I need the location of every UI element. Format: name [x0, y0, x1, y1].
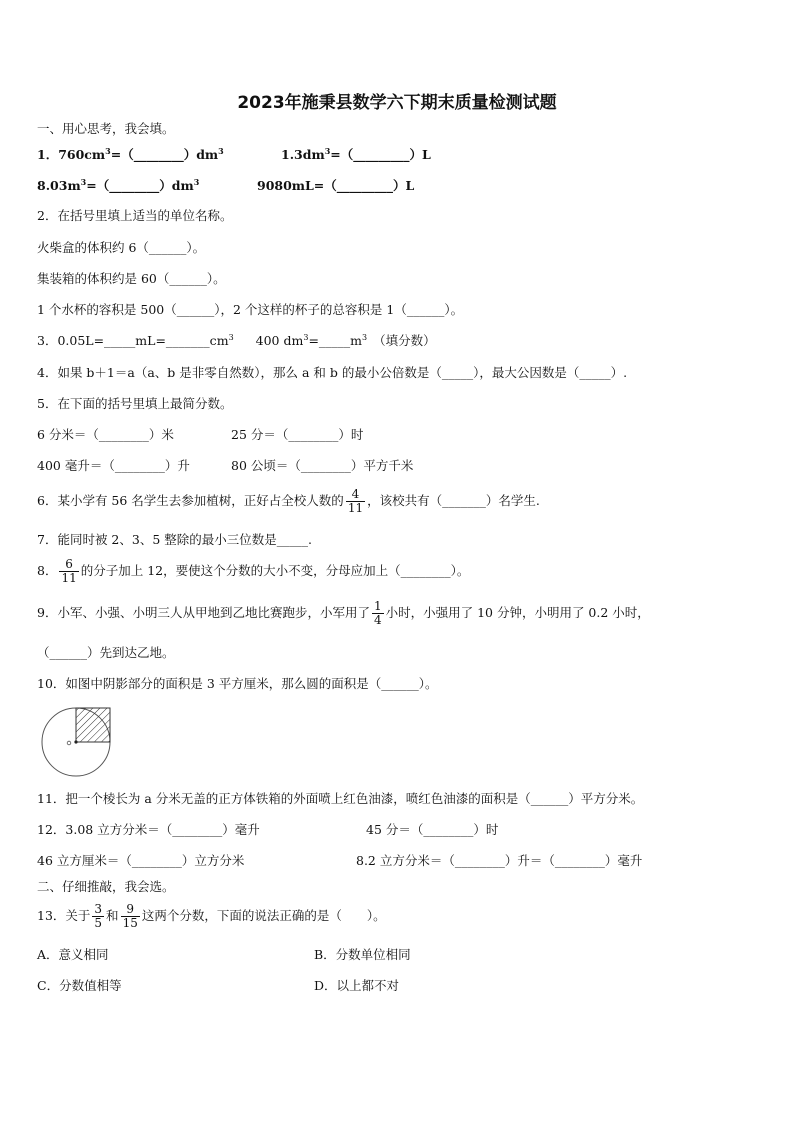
q1-d: 9080mL=（_________）L [257, 178, 415, 193]
center-dot [74, 740, 77, 743]
q12-line1: 12．3.08 立方分米＝（________）毫升 45 分＝（________）时 [37, 822, 499, 837]
q5-line2: 400 毫升＝（________）升 80 公顷＝（________）平方千米 [37, 458, 414, 473]
q2-line2: 集装箱的体积约是 60（______）。 [37, 271, 226, 286]
q13-option-b[interactable]: B．分数单位相同 [314, 947, 411, 962]
q10: 10．如图中阴影部分的面积是 3 平方厘米，那么圆的面积是（______）。 [37, 676, 438, 691]
q13: 13．关于 $\frac{3}{5}$ 和 $\frac{9}{15}$ 这两个分数，下面的说法正确的是（ ）。 [37, 902, 386, 930]
section-1-heading: 一、用心思考，我会填。 [37, 121, 175, 136]
q5-stem: 5．在下面的括号里填上最简分数。 [37, 396, 233, 411]
shaded-square [76, 708, 110, 742]
q2-line3: 1 个水杯的容积是 500（______），2 个这样的杯子的总容积是 1（______）。 [37, 302, 464, 317]
page-title: 2023年施秉县数学六下期末质量检测试题 [237, 93, 557, 113]
q8: 8． $\frac{6}{11}$ 的分子加上 12，要使这个分数的大小不变，分母应加上（________）。 [37, 557, 470, 585]
q13-option-d[interactable]: D．以上都不对 [314, 978, 400, 993]
q13-fraction-1: $\frac{3}{5}$ [94, 902, 103, 930]
q1-b: $1.3dm^3=(\_\_\_\_\_\_\_\_\_)L$ [281, 145, 431, 162]
q2-line1: 火柴盒的体积约 6（______）。 [37, 240, 206, 255]
q4: 4．如果 b＋1＝a（a、b 是非零自然数），那么 a 和 b 的最小公倍数是（_____），最大公因数是（_____）. [37, 365, 628, 380]
q1-line1: 1．$760cm^3=(\_\_\_\_\_\_\_\_)dm^3$ $1.3dm^3=(\_\_\_\_\_\_\_\_\_)L$ [37, 145, 431, 162]
q8-fraction: $\frac{6}{11}$ [61, 557, 77, 585]
q13-options-row1 [37, 946, 411, 964]
q2-stem: 2．在括号里填上适当的单位名称。 [37, 208, 233, 223]
q3: 3．$0.05L=\_\_\_\_\_mL=\_\_\_\_\_\_\_cm^3$ 400 $dm^3=\_\_\_\_\_m^3$ （填分数） [37, 332, 436, 348]
q10-circle-figure [38, 706, 114, 778]
q9: 9．小军、小强、小明三人从甲地到乙地比赛跑步，小军用了 $\frac{1}{4}$ 小时，小强用了 10 分钟，小明用了 0.2 小时， [37, 599, 650, 627]
q13-option-a[interactable]: A．意义相同 [37, 947, 109, 962]
q1-line2: $8.03m^3=(\_\_\_\_\_\_\_\_)dm^3$ 9080mL=（_________）L [37, 176, 415, 193]
q13-option-c[interactable]: C．分数值相等 [37, 978, 122, 993]
q6-fraction: $\frac{4}{11}$ [347, 487, 364, 515]
q13-options-row2 [37, 977, 400, 995]
q6: 6．某小学有 56 名学生去参加植树，正好占全校人数的 $\frac{4}{11}$ ，该校共有（_______）名学生. [37, 487, 540, 515]
q11: 11．把一个棱长为 a 分米无盖的正方体铁箱的外面喷上红色油漆，喷红色油漆的面积是（______）平方分米。 [37, 791, 644, 806]
section-2-heading: 二、仔细推敲，我会选。 [37, 879, 175, 894]
q5-line1: 6 分米＝（________）米 25 分＝（________）时 [37, 427, 364, 442]
q7: 7．能同时被 2、3、5 整除的最小三位数是_____. [37, 532, 312, 547]
q13-fraction-2: $\frac{9}{15}$ [122, 902, 138, 930]
q9-line2: （______）先到达乙地。 [37, 645, 175, 660]
center-mark [67, 741, 71, 745]
q9-fraction: $\frac{1}{4}$ [373, 599, 382, 627]
q12-line2: 46 立方厘米＝（________）立方分米 8.2 立方分米＝（________）升＝（________）毫升 [37, 853, 643, 868]
